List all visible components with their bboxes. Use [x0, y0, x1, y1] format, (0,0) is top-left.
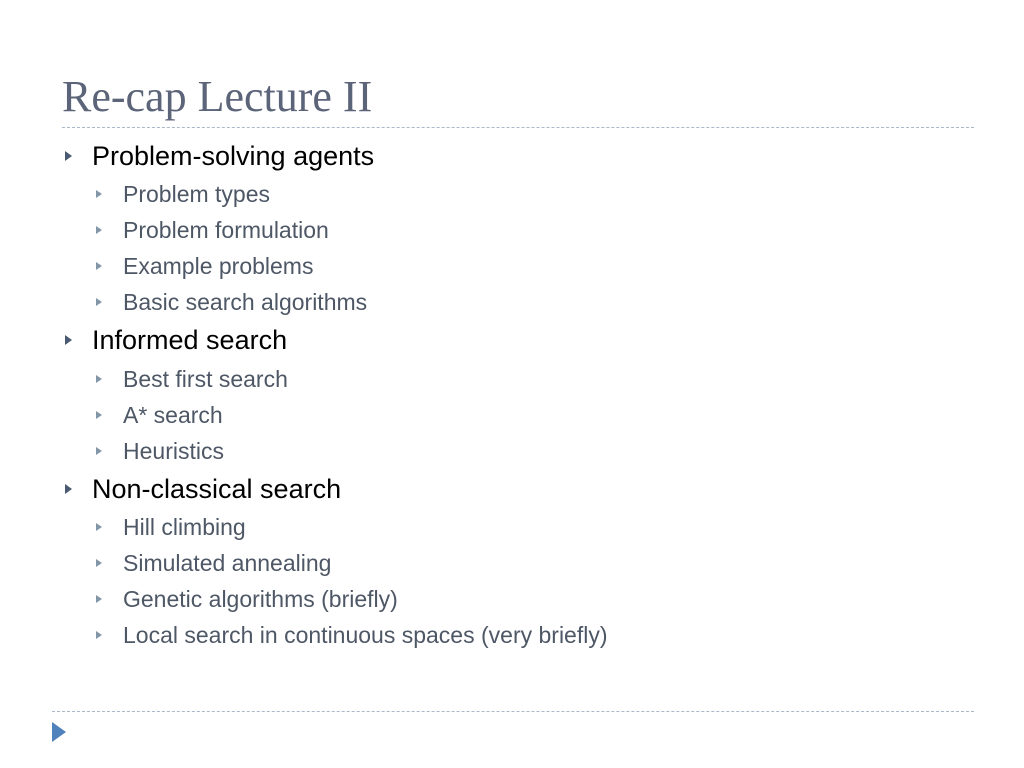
- triangle-bullet-icon: [65, 484, 72, 494]
- triangle-bullet-icon: [96, 631, 102, 639]
- sub-list-item: [0, 397, 1000, 433]
- sub-list-item: [0, 176, 1000, 212]
- sub-list-item-label: Heuristics: [123, 438, 224, 464]
- list-item-label: Problem-solving agents: [92, 141, 375, 171]
- sub-list-item-label: Best first search: [123, 366, 288, 392]
- sub-list-item-label: Problem types: [123, 181, 271, 207]
- list-item: [0, 322, 1000, 358]
- sub-list-item: [0, 248, 1000, 284]
- list-item: [0, 471, 1000, 507]
- list-item-label: Non-classical search: [92, 474, 342, 504]
- sub-list-item: [0, 212, 1000, 248]
- sub-list-item: [0, 617, 1000, 653]
- triangle-bullet-icon: [96, 411, 102, 419]
- sub-list-item: [0, 581, 1000, 617]
- sub-list-item: [0, 545, 1000, 581]
- title-divider: [62, 127, 974, 128]
- sub-list-item-label: Hill climbing: [123, 514, 246, 540]
- triangle-bullet-icon: [96, 190, 102, 198]
- triangle-bullet-icon: [65, 151, 72, 161]
- triangle-bullet-icon: [96, 375, 102, 383]
- sub-list-item: [0, 284, 1000, 320]
- sub-list-item-label: A* search: [123, 402, 223, 428]
- sub-list-item-label: Example problems: [123, 253, 314, 279]
- list-item: [0, 138, 1000, 174]
- sub-list-item: [0, 433, 1000, 469]
- sub-list-item-label: Basic search algorithms: [123, 289, 368, 315]
- sub-list-item: [0, 361, 1000, 397]
- sub-list-item-label: Genetic algorithms (briefly): [123, 586, 398, 612]
- triangle-bullet-icon: [96, 298, 102, 306]
- sub-list-item-label: Simulated annealing: [123, 550, 332, 576]
- triangle-bullet-icon: [96, 226, 102, 234]
- sub-list-item-label: Local search in continuous spaces (very briefly): [123, 622, 608, 648]
- triangle-bullet-icon: [96, 262, 102, 270]
- footer-divider: [52, 711, 974, 712]
- triangle-bullet-icon: [96, 523, 102, 531]
- triangle-bullet-icon: [96, 595, 102, 603]
- slide-title: Re-cap Lecture II: [62, 72, 373, 121]
- sub-list-item-label: Problem formulation: [123, 217, 329, 243]
- sub-list-item: [0, 509, 1000, 545]
- triangle-bullet-icon: [96, 447, 102, 455]
- next-slide-arrow-icon[interactable]: [52, 722, 66, 742]
- triangle-bullet-icon: [96, 559, 102, 567]
- list-item-label: Informed search: [92, 325, 288, 355]
- triangle-bullet-icon: [65, 335, 72, 345]
